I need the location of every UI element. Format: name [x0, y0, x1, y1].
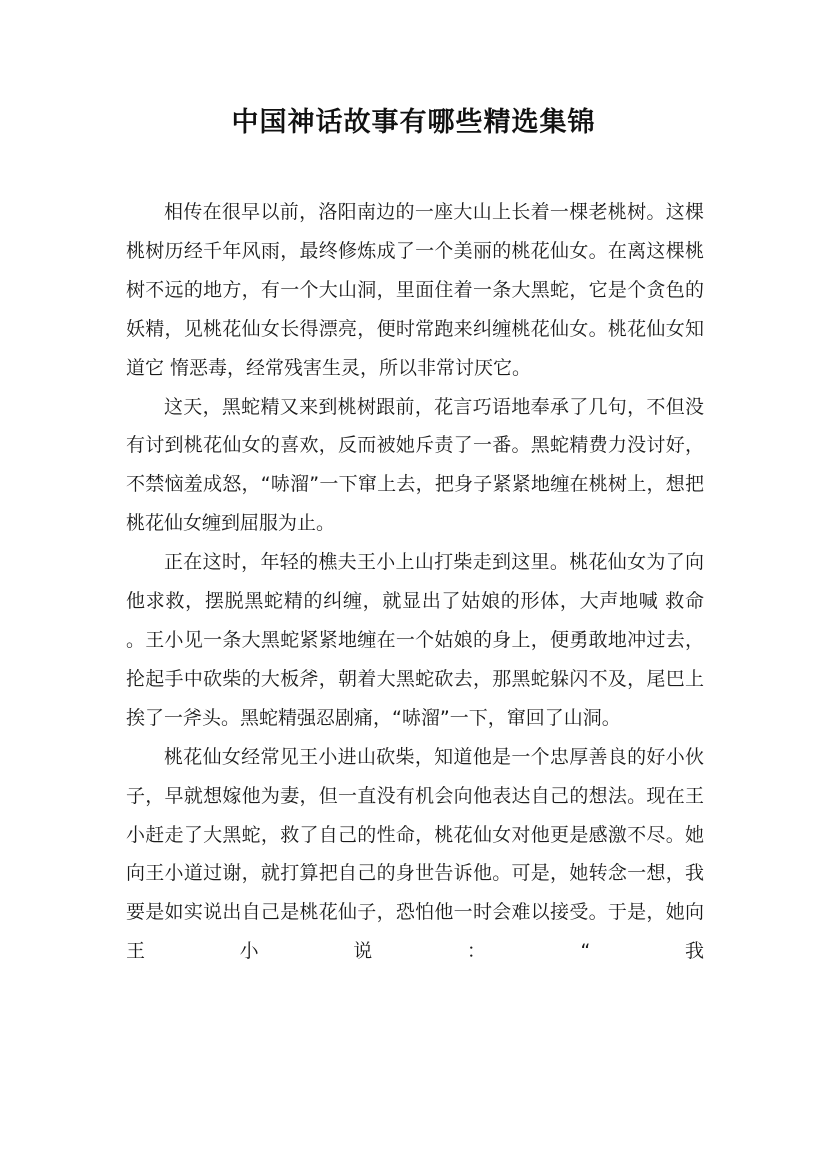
- paragraph-2: 这天，黑蛇精又来到桃树跟前，花言巧语地奉承了几句，不但没有讨到桃花仙女的喜欢，反而被她斥责了一番。黑蛇精费力没讨好，不禁恼羞成怒，“哧溜”一下窜上去，把身子紧紧地缠在桃树上，想把桃花仙女缠到屈服为止。: [126, 395, 704, 535]
- paragraph-1: 相传在很早以前，洛阳南边的一座大山上长着一棵老桃树。这棵桃树历经千年风雨，最终修炼成了一个美丽的桃花仙女。在离这棵桃树不远的地方，有一个大山洞，里面住着一条大黑蛇，它是个贪色的妖精，见桃花仙女长得漂亮，便时常跑来纠缠桃花仙女。桃花仙女知道它 惰恶毒，经常残害生灵，所以非常讨厌它。: [126, 201, 704, 379]
- paragraph-4: 桃花仙女经常见王小进山砍柴，知道他是一个忠厚善良的好小伙子，早就想嫁他为妻，但一直没有机会向他表达自己的想法。现在王小赶走了大黑蛇，救了自己的性命，桃花仙女对他更是感激不尽。她向王小道过谢，就打算把自己的身世告诉他。可是，她转念一想，我要是如实说出自己是桃花仙子，恐怕他一时会难以接受。于是，她向王小说：“我: [126, 745, 704, 963]
- document-body: [126, 193, 704, 971]
- document-title: 中国神话故事有哪些精选集锦: [231, 107, 596, 138]
- paragraph-3: 正在这时，年轻的樵夫王小上山打柴走到这里。桃花仙女为了向他求救，摆脱黑蛇精的纠缠，就显出了姑娘的形体，大声地喊 救命 。王小见一条大黑蛇紧紧地缠在一个姑娘的身上，便勇敢地冲过去，抡起手中砍柴的大板斧，朝着大黑蛇砍去，那黑蛇躲闪不及，尾巴上挨了一斧头。黑蛇精强忍剧痛，“哧溜”一下，窜回了山洞。: [126, 551, 704, 729]
